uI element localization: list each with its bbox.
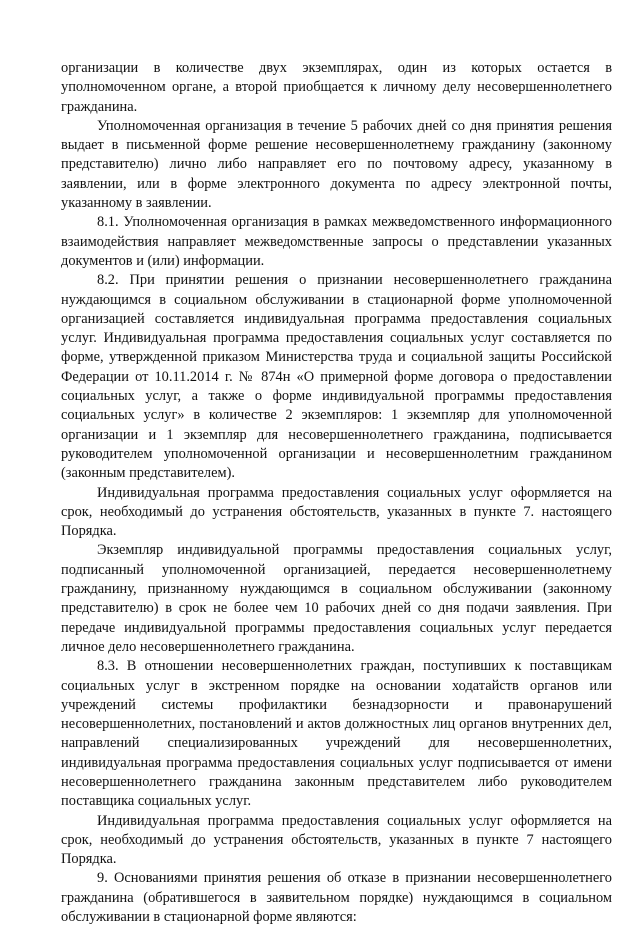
paragraph-9: 9. Основаниями принятия решения об отказе в признании несовершеннолетнего гражданина (обратившегося в заявительном порядке) нуждающимся в социальном обслуживании в стационарной форме являются: — [61, 870, 612, 926]
document-page — [61, 59, 612, 927]
paragraph-8-2: 8.2. При принятии решения о признании несовершеннолетнего гражданина нуждающимся в социальном обслуживании в стационарной форме уполномоченной организацией составляется индивидуальная программа предоставления социальных услуг. Индивидуальная программа предоставления социальных услуг составляется по форме, утвержденной приказом Министерства труда и социальной защиты Российской Федерации от 10.11.2014 г. № 874н «О примерной форме договора о предоставлении социальных услуг, а также о форме индивидуальной программы предоставления социальных услуг» в количестве 2 экземпляров: 1 экземпляр для уполномоченной организации и 1 экземпляр для несовершеннолетнего гражданина, подписывается руководителем уполномоченной организации и несовершеннолетним гражданином (законным представителем). — [61, 272, 612, 482]
paragraph-1: организации в количестве двух экземплярах, один из которых остается в уполномоченном органе, а второй приобщается к личному делу несовершеннолетнего гражданина. — [61, 60, 612, 115]
paragraph-program-copy: Экземпляр индивидуальной программы предоставления социальных услуг, подписанный уполномоченной организацией, передается несовершеннолетнему гражданину, признанному нуждающимся в социальном обслуживании (законному представителю) в срок не более чем 10 рабочих дней со дня подачи заявления. При передаче индивидуальной программы предоставления социальных услуг передается личное дело несовершеннолетнего гражданина. — [61, 542, 612, 655]
paragraph-2: Уполномоченная организация в течение 5 рабочих дней со дня принятия решения выдает в письменной форме решение несовершеннолетнему гражданину (законному представителю) лично либо направляет его по почтовому адресу, указанному в заявлении, или в форме электронного документа по адресу электронной почты, указанному в заявлении. — [61, 117, 612, 212]
paragraph-8-3: 8.3. В отношении несовершеннолетних граждан, поступивших к поставщикам социальных услуг в экстренном порядке на основании ходатайств органов или учреждений системы профилактики безнадзорности и правонарушений несовершеннолетних, постановлений и актов должностных лиц органов внутренних дел, направлений специализированных учреждений для несовершеннолетних, индивидуальная программа предоставления социальных услуг подписывается от имени несовершеннолетнего гражданина законным представителем либо руководителем поставщика социальных услуг. — [61, 658, 612, 810]
paragraph-program-term-2: Индивидуальная программа предоставления социальных услуг оформляется на срок, необходимый до устранения обстоятельств, указанных в пункте 7 настоящего Порядка. — [61, 812, 612, 868]
paragraph-8-1: 8.1. Уполномоченная организация в рамках межведомственного информационного взаимодействия направляет межведомственные запросы о представлении указанных документов и (или) информации. — [61, 214, 612, 269]
paragraph-program-term-1: Индивидуальная программа предоставления социальных услуг оформляется на срок, необходимый до устранения обстоятельств, указанных в пункте 7. настоящего Порядка. — [61, 484, 612, 540]
